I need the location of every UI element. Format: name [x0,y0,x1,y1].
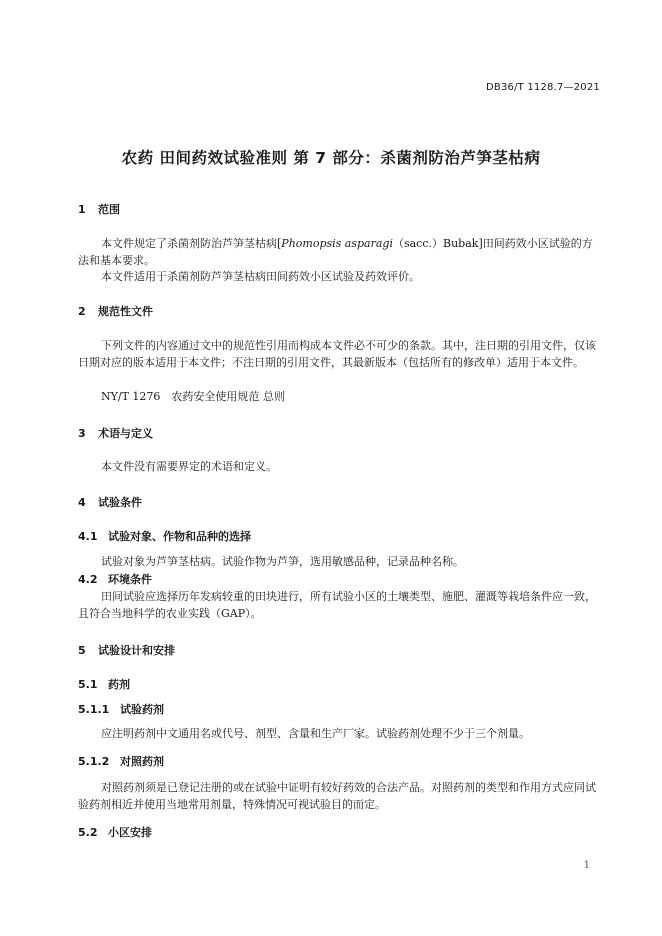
section-5-1-1-heading [78,701,164,717]
section-4-2-paragraph: 田间试验应选择历年发病较重的田块进行，所有试验小区的土壤类型、施肥、灌溉等栽培条件应一致，且符合当地科学的农业实践（GAP）。 [78,590,596,620]
section-4-1-heading [78,528,251,544]
section-title: 试验药剂 [120,703,164,716]
scope-paragraph-2: 本文件适用于杀菌剂防芦笋茎枯病田间药效小区试验及药效评价。 [101,270,420,283]
section-title: 试验对象、作物和品种的选择 [108,530,251,543]
paragraph-text: 本文件规定了杀菌剂防治芦笋茎枯病[ [101,237,282,250]
section-number: 4 [78,496,86,509]
section-number: 3 [78,427,86,440]
section-title: 规范性文件 [98,305,153,318]
section-number: 4.1 [78,530,98,543]
section-5-1-heading [78,676,130,692]
section-5-heading [78,642,175,658]
section-2-heading [78,303,153,319]
section-title: 环境条件 [108,573,152,586]
section-4-2-heading [78,571,152,587]
section-5-1-2-paragraph: 对照药剂须是已登记注册的或在试验中证明有较好药效的合法产品。对照药剂的类型和作用方式应同试验药剂相近并使用当地常用剂量，特殊情况可视试验目的而定。 [78,781,596,811]
section-title: 试验设计和安排 [98,644,175,657]
section-1-heading [78,201,120,217]
section-number: 1 [78,203,86,216]
section-title: 对照药剂 [120,755,164,768]
standard-code: DB36/T 1128.7—2021 [486,82,600,93]
section-title: 术语与定义 [98,427,153,440]
section-5-1-2-heading [78,753,164,769]
latin-name: Phomopsis asparagi [281,237,393,250]
section-4-heading [78,494,142,510]
section-number: 5.1.2 [78,755,110,768]
paragraph-text: （sacc.）Bubak]田间药效小区试验的方法和基本要求。 [78,237,593,267]
section-number: 5.2 [78,826,98,839]
section-number: 5.1 [78,678,98,691]
section-3-heading [78,425,153,441]
normative-paragraph: 下列文件的内容通过文中的规范性引用而构成本文件必不可少的条款。其中，注日期的引用文件，仅该日期对应的版本适用于本文件；不注日期的引用文件，其最新版本（包括所有的修改单）适用于本文件。 [78,339,596,369]
section-number: 2 [78,305,86,318]
terms-paragraph: 本文件没有需要界定的术语和定义。 [101,460,277,473]
section-title: 范围 [98,203,120,216]
section-5-2-heading [78,824,152,840]
page-number: 1 [583,860,590,871]
section-title: 试验条件 [98,496,142,509]
scope-paragraph-1 [78,235,602,269]
section-number: 5.1.1 [78,703,110,716]
section-title: 小区安排 [108,826,152,839]
section-title: 药剂 [108,678,130,691]
section-number: 4.2 [78,573,98,586]
document-title: 农药 田间药效试验准则 第 7 部分：杀菌剂防治芦笋茎枯病 [121,149,541,167]
section-5-1-1-paragraph: 应注明药剂中文通用名或代号、剂型、含量和生产厂家。试验药剂处理不少于三个剂量。 [101,727,530,740]
section-4-1-paragraph: 试验对象为芦笋茎枯病。试验作物为芦笋，选用敏感品种，记录品种名称。 [101,555,464,568]
section-number: 5 [78,644,86,657]
normative-reference: NY/T 1276 农药安全使用规范 总则 [101,390,285,403]
